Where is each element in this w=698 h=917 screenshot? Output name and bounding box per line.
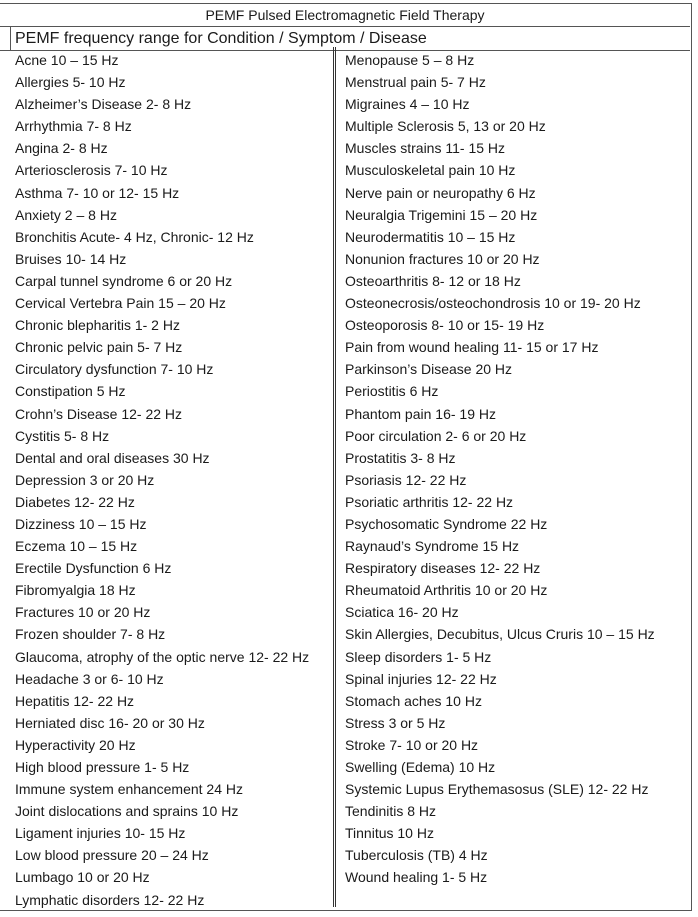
condition-entry-left: Lumbago 10 or 20 Hz <box>15 869 150 886</box>
condition-entry-right: Psychosomatic Syndrome 22 Hz <box>345 515 548 532</box>
table-subtitle: PEMF frequency range for Condition / Symptom / Disease <box>15 30 427 47</box>
condition-entry-right: Sleep disorders 1- 5 Hz <box>345 648 492 665</box>
condition-entry-right: Tinnitus 10 Hz <box>345 825 434 842</box>
condition-entry-right: Sciatica 16- 20 Hz <box>345 604 459 621</box>
condition-entry-left: Asthma 7- 10 or 12- 15 Hz <box>15 184 180 201</box>
condition-entry-right: Stroke 7- 10 or 20 Hz <box>345 736 479 753</box>
condition-entry-left: Cystitis 5- 8 Hz <box>15 427 110 444</box>
condition-entry-right: Raynaud’s Syndrome 15 Hz <box>345 538 520 555</box>
condition-entry-left: Alzheimer’s Disease 2- 8 Hz <box>15 96 192 113</box>
condition-entry-left: Lymphatic disorders 12- 22 Hz <box>15 891 205 908</box>
condition-entry-right: Menopause 5 – 8 Hz <box>345 52 475 68</box>
condition-entry-left: Chronic blepharitis 1- 2 Hz <box>15 317 180 334</box>
condition-entry-left: Eczema 10 – 15 Hz <box>15 538 138 555</box>
condition-entry-left: Low blood pressure 20 – 24 Hz <box>15 847 209 864</box>
condition-entry-left: Acne 10 – 15 Hz <box>15 52 119 68</box>
condition-entry-left: Crohn’s Disease 12- 22 Hz <box>15 405 183 422</box>
condition-entry-right: Systemic Lupus Erythemasosus (SLE) 12- 22 Hz <box>345 781 649 798</box>
condition-entry-left: Carpal tunnel syndrome 6 or 20 Hz <box>15 272 233 289</box>
condition-entry-left: Constipation 5 Hz <box>15 383 126 400</box>
condition-entry-right: Poor circulation 2- 6 or 20 Hz <box>345 427 527 444</box>
condition-entry-left: Cervical Vertebra Pain 15 – 20 Hz <box>15 295 226 312</box>
right-column <box>345 49 690 889</box>
condition-entry-right: Phantom pain 16- 19 Hz <box>345 405 496 422</box>
condition-entry-right: Prostatitis 3- 8 Hz <box>345 449 456 466</box>
condition-entry-left: Circulatory dysfunction 7- 10 Hz <box>15 361 214 378</box>
condition-entry-right: Nonunion fractures 10 or 20 Hz <box>345 250 540 267</box>
column-divider <box>333 47 334 907</box>
condition-entry-left: High blood pressure 1- 5 Hz <box>15 759 190 775</box>
condition-entry-right: Skin Allergies, Decubitus, Ulcus Cruris 10 – 15 Hz <box>345 626 655 643</box>
condition-entry-right: Musculoskeletal pain 10 Hz <box>345 162 516 179</box>
condition-entry-left: Depression 3 or 20 Hz <box>15 471 155 488</box>
condition-entry-left: Erectile Dysfunction 6 Hz <box>15 560 172 577</box>
condition-entry-right: Stomach aches 10 Hz <box>345 692 482 709</box>
condition-entry-left: Immune system enhancement 24 Hz <box>15 781 243 798</box>
column-divider <box>335 47 336 907</box>
condition-entry-left: Arrhythmia 7- 8 Hz <box>15 118 132 135</box>
condition-entry-right: Stress 3 or 5 Hz <box>345 714 446 731</box>
condition-entry-right: Tendinitis 8 Hz <box>345 803 437 820</box>
condition-entry-left: Chronic pelvic pain 5- 7 Hz <box>15 339 183 356</box>
condition-entry-right: Neuralgia Trigemini 15 – 20 Hz <box>345 206 538 223</box>
condition-entry-right: Nerve pain or neuropathy 6 Hz <box>345 184 536 201</box>
condition-entry-left: Fibromyalgia 18 Hz <box>15 582 136 599</box>
condition-entry-right: Osteoporosis 8- 10 or 15- 19 Hz <box>345 317 545 334</box>
condition-entry-left: Fractures 10 or 20 Hz <box>15 604 151 621</box>
condition-entry-right: Spinal injuries 12- 22 Hz <box>345 670 497 687</box>
condition-entry-right: Swelling (Edema) 10 Hz <box>345 759 496 775</box>
subtitle-lead-cell <box>0 27 11 50</box>
condition-entry-left: Anxiety 2 – 8 Hz <box>15 206 117 223</box>
condition-entry-left: Dizziness 10 – 15 Hz <box>15 515 147 532</box>
condition-entry-right: Tuberculosis (TB) 4 Hz <box>345 847 488 864</box>
condition-entry-left: Dental and oral diseases 30 Hz <box>15 449 210 466</box>
condition-entry-right: Migraines 4 – 10 Hz <box>345 96 470 113</box>
condition-entry-right: Osteonecrosis/osteochondrosis 10 or 19- 20 Hz <box>345 295 641 312</box>
condition-entry-right: Menstrual pain 5- 7 Hz <box>345 74 486 91</box>
condition-entry-left: Bruises 10- 14 Hz <box>15 250 127 267</box>
condition-entry-left: Joint dislocations and sprains 10 Hz <box>15 803 239 820</box>
condition-entry-right: Psoriatic arthritis 12- 22 Hz <box>345 493 514 510</box>
condition-entry-left: Glaucoma, atrophy of the optic nerve 12- 22 Hz <box>15 648 310 665</box>
condition-entry-left: Frozen shoulder 7- 8 Hz <box>15 626 166 643</box>
condition-entry-left: Angina 2- 8 Hz <box>15 140 108 157</box>
condition-entry-right: Parkinson’s Disease 20 Hz <box>345 361 513 378</box>
condition-entry-right: Respiratory diseases 12- 22 Hz <box>345 560 541 577</box>
condition-entry-left: Hyperactivity 20 Hz <box>15 736 136 753</box>
condition-entry-right: Rheumatoid Arthritis 10 or 20 Hz <box>345 582 548 599</box>
condition-entry-right: Multiple Sclerosis 5, 13 or 20 Hz <box>345 118 546 135</box>
condition-entry-right: Pain from wound healing 11- 15 or 17 Hz <box>345 339 599 356</box>
table-title: PEMF Pulsed Electromagnetic Field Therapy <box>0 4 690 27</box>
condition-entry-right: Psoriasis 12- 22 Hz <box>345 471 467 488</box>
table-subtitle-row <box>0 27 690 51</box>
condition-entry-left: Arteriosclerosis 7- 10 Hz <box>15 162 168 179</box>
condition-entry-left: Diabetes 12- 22 Hz <box>15 493 135 510</box>
condition-entry-left: Herniated disc 16- 20 or 30 Hz <box>15 714 205 731</box>
condition-entry-left: Allergies 5- 10 Hz <box>15 74 126 91</box>
left-column <box>15 49 333 911</box>
condition-entry-left: Headache 3 or 6- 10 Hz <box>15 670 164 687</box>
condition-entry-right: Osteoarthritis 8- 12 or 18 Hz <box>345 272 521 289</box>
condition-entry-right: Neurodermatitis 10 – 15 Hz <box>345 228 516 245</box>
condition-entry-right: Periostitis 6 Hz <box>345 383 439 400</box>
condition-entry-right: Muscles strains 11- 15 Hz <box>345 140 506 157</box>
condition-entry-left: Hepatitis 12- 22 Hz <box>15 692 135 709</box>
condition-entry-right: Wound healing 1- 5 Hz <box>345 869 488 886</box>
condition-entry-left: Ligament injuries 10- 15 Hz <box>15 825 186 842</box>
condition-entry-left: Bronchitis Acute- 4 Hz, Chronic- 12 Hz <box>15 228 254 245</box>
